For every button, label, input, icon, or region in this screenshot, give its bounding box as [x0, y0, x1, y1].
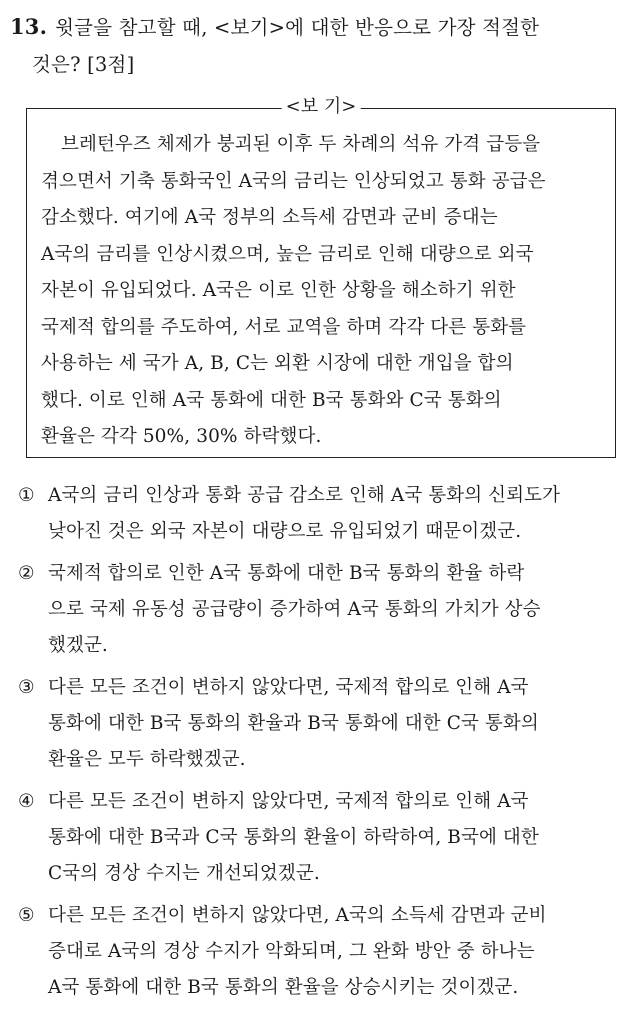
- bogi-line-6: 국제적 합의를 주도하여, 서로 교역을 하며 각각 다른 통화를: [41, 316, 527, 338]
- choice-marker: ①: [18, 485, 35, 506]
- choice-5-line-1: 다른 모든 조건이 변하지 않았다면, A국의 소득세 감면과 군비: [48, 905, 547, 926]
- choice-2[interactable]: [18, 556, 628, 664]
- choice-marker: ②: [18, 563, 35, 584]
- bogi-line-3: 감소했다. 여기에 A국 정부의 소득세 감면과 군비 증대는: [41, 207, 498, 228]
- question-line-1: [10, 8, 630, 46]
- choice-2-line-1: 국제적 합의로 인한 A국 통화에 대한 B국 통화의 환율 하락: [48, 563, 525, 584]
- choice-3-line-1: 다른 모든 조건이 변하지 않았다면, 국제적 합의로 인해 A국: [48, 677, 529, 698]
- choice-4-line-1: 다른 모든 조건이 변하지 않았다면, 국제적 합의로 인해 A국: [48, 791, 529, 812]
- bogi-line-8: 했다. 이로 인해 A국 통화에 대한 B국 통화와 C국 통화의: [41, 389, 502, 411]
- choice-5-line-2: 증대로 A국의 경상 수지가 악화되며, 그 완화 방안 중 하나는: [48, 941, 535, 962]
- choice-4-line-3: C국의 경상 수지는 개선되었겠군.: [48, 863, 320, 884]
- choice-1-line-2: 낮아진 것은 외국 자본이 대량으로 유입되었기 때문이겠군.: [48, 521, 522, 542]
- question-text-line-1: 윗글을 참고할 때, <보기>에 대한 반응으로 가장 적절한: [55, 16, 540, 39]
- choice-2-line-2: 으로 국제 유동성 공급량이 증가하여 A국 통화의 가치가 상승: [48, 599, 541, 620]
- bogi-line-5: 자본이 유입되었다. A국은 이로 인한 상황을 해소하기 위한: [41, 280, 516, 301]
- choice-3-line-3: 환율은 모두 하락했겠군.: [48, 749, 246, 770]
- choice-3[interactable]: [18, 670, 628, 778]
- bogi-line-9: 환율은 각각 50%, 30% 하락했다.: [41, 426, 322, 447]
- choice-3-line-2: 통화에 대한 B국 통화의 환율과 B국 통화에 대한 C국 통화의: [48, 713, 539, 734]
- choice-marker: ③: [18, 677, 35, 698]
- question-text-line-2: 것은? [3점]: [32, 53, 135, 76]
- question-number: 13.: [10, 14, 48, 39]
- choice-1-line-1: A국의 금리 인상과 통화 공급 감소로 인해 A국 통화의 신뢰도가: [48, 485, 561, 506]
- choice-5[interactable]: [18, 898, 628, 1006]
- bogi-line-2: 겪으면서 기축 통화국인 A국의 금리는 인상되었고 통화 공급은: [41, 170, 546, 192]
- choice-2-line-3: 했겠군.: [48, 635, 108, 656]
- choice-marker: ④: [18, 791, 35, 812]
- bogi-body: [27, 109, 615, 456]
- choice-marker: ⑤: [18, 905, 35, 926]
- bogi-line-4: A국의 금리를 인상시켰으며, 높은 금리로 인해 대량으로 외국: [41, 243, 534, 265]
- bogi-line-7: 사용하는 세 국가 A, B, C는 외환 시장에 대한 개입을 합의: [41, 353, 514, 374]
- question-stem: [10, 8, 630, 83]
- choice-5-line-3: A국 통화에 대한 B국 통화의 환율을 상승시키는 것이겠군.: [48, 977, 519, 998]
- answer-choices: [18, 478, 628, 1012]
- choice-4[interactable]: [18, 784, 628, 892]
- choice-1[interactable]: [18, 478, 628, 550]
- bogi-line-1: 브레턴우즈 체제가 붕괴된 이후 두 차례의 석유 가격 급등을: [61, 134, 541, 155]
- choice-4-line-2: 통화에 대한 B국과 C국 통화의 환율이 하락하여, B국에 대한: [48, 827, 539, 848]
- bogi-box: [26, 96, 616, 458]
- bogi-title: <보 기>: [282, 93, 361, 121]
